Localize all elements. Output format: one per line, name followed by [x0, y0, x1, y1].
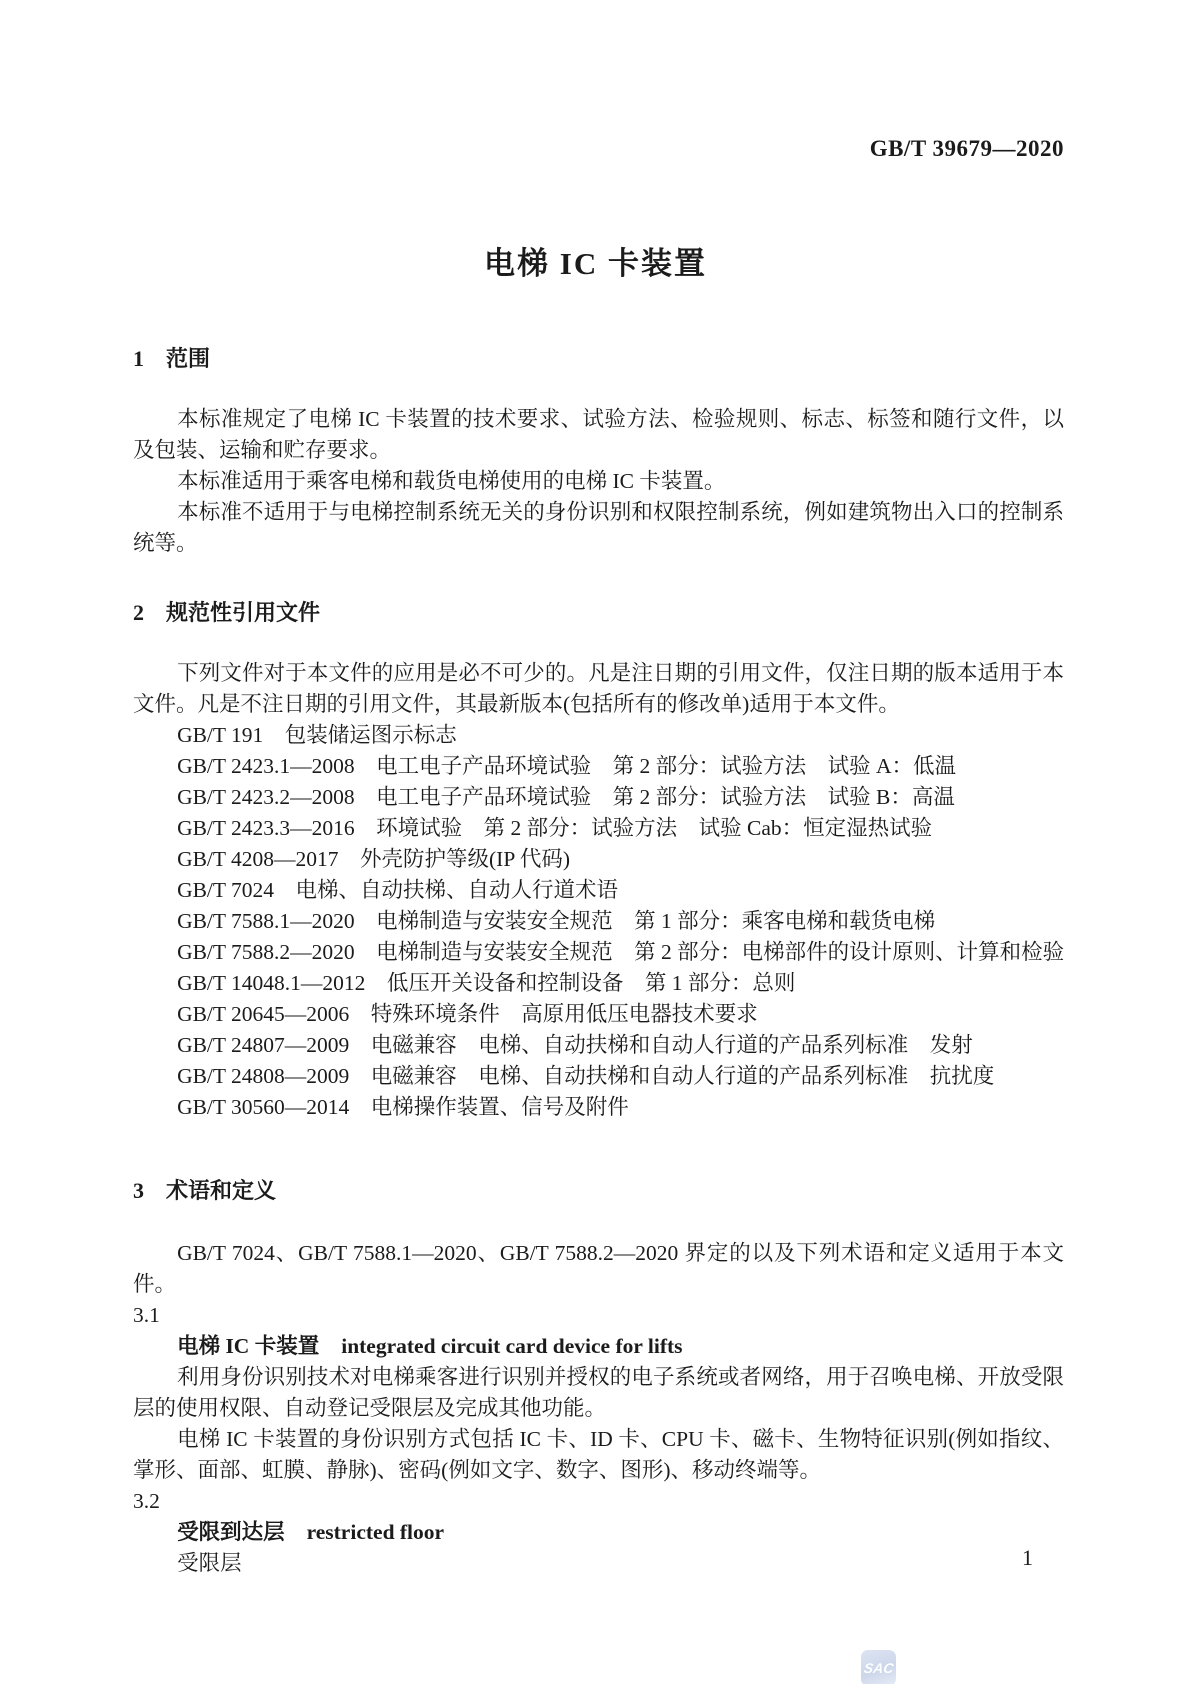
reference-item: GB/T 2423.3—2016 环境试验 第 2 部分：试验方法 试验 Cab：恒定湿热试验	[177, 816, 933, 840]
document-title: 电梯 IC 卡装置	[484, 246, 707, 281]
reference-item: GB/T 30560—2014 电梯操作装置、信号及附件	[177, 1095, 629, 1119]
sac-logo-text: SAC	[862, 1660, 895, 1676]
term-title	[133, 1331, 1064, 1362]
section-number: 1	[133, 346, 144, 371]
term-id: 3.1	[133, 1303, 160, 1327]
paragraph: 本标准适用于乘客电梯和载货电梯使用的电梯 IC 卡装置。	[177, 469, 726, 493]
term-name-en: restricted floor	[306, 1520, 445, 1544]
section-title: 规范性引用文件	[166, 600, 321, 625]
reference-item: GB/T 24808—2009 电磁兼容 电梯、自动扶梯和自动人行道的产品系列标准 抗扰度	[177, 1064, 995, 1088]
section-title: 术语和定义	[166, 1178, 277, 1203]
reference-item: GB/T 7024 电梯、自动扶梯、自动人行道术语	[177, 878, 619, 902]
reference-item: GB/T 20645—2006 特殊环境条件 高原用低压电器技术要求	[177, 1002, 758, 1026]
reference-item: GB/T 191 包装储运图示标志	[177, 723, 457, 747]
term-id: 3.2	[133, 1489, 160, 1513]
section-1-heading	[133, 343, 1064, 374]
section-title: 范围	[166, 346, 211, 371]
section-2-body	[133, 658, 1064, 1123]
section-3-heading	[133, 1175, 1064, 1206]
paragraph: 本标准规定了电梯 IC 卡装置的技术要求、试验方法、检验规则、标志、标签和随行文件，以及包装、运输和贮存要求。	[133, 407, 1064, 462]
standard-code: GB/T 39679—2020	[869, 136, 1064, 161]
reference-item: GB/T 7588.1—2020 电梯制造与安装安全规范 第 1 部分：乘客电梯和载货电梯	[177, 909, 936, 933]
reference-item: GB/T 14048.1—2012 低压开关设备和控制设备 第 1 部分：总则	[177, 971, 796, 995]
reference-item: GB/T 7588.2—2020 电梯制造与安装安全规范 第 2 部分：电梯部件的设计原则、计算和检验	[177, 940, 1065, 964]
reference-item: GB/T 24807—2009 电磁兼容 电梯、自动扶梯和自动人行道的产品系列标准 发射	[177, 1033, 973, 1057]
section-number: 2	[133, 600, 144, 625]
term-alias: 受限层	[177, 1551, 242, 1575]
section-1-body	[133, 404, 1064, 559]
term-name-cn: 电梯 IC 卡装置	[177, 1334, 320, 1358]
sac-logo-watermark	[861, 1650, 896, 1684]
section-3-body	[133, 1238, 1064, 1579]
term-name-en: integrated circuit card device for lifts	[341, 1334, 683, 1358]
term-definition: 电梯 IC 卡装置的身份识别方式包括 IC 卡、ID 卡、CPU 卡、磁卡、生物特征识别(例如指纹、掌形、面部、虹膜、静脉)、密码(例如文字、数字、图形)、移动终端等。	[133, 1427, 1064, 1482]
term-entry-3-2	[133, 1486, 1064, 1579]
paragraph: 下列文件对于本文件的应用是必不可少的。凡是注日期的引用文件，仅注日期的版本适用于本文件。凡是不注日期的引用文件，其最新版本(包括所有的修改单)适用于本文件。	[133, 661, 1064, 716]
paragraph: GB/T 7024、GB/T 7588.1—2020、GB/T 7588.2—2020 界定的以及下列术语和定义适用于本文件。	[133, 1241, 1064, 1296]
term-name-cn: 受限到达层	[177, 1520, 285, 1544]
section-2-heading	[133, 597, 1064, 628]
paragraph: 本标准不适用于与电梯控制系统无关的身份识别和权限控制系统，例如建筑物出入口的控制系统等。	[133, 500, 1064, 555]
reference-item: GB/T 2423.1—2008 电工电子产品环境试验 第 2 部分：试验方法 试验 A：低温	[177, 754, 957, 778]
term-title	[133, 1517, 1064, 1548]
term-definition: 利用身份识别技术对电梯乘客进行识别并授权的电子系统或者网络，用于召唤电梯、开放受限层的使用权限、自动登记受限层及完成其他功能。	[133, 1365, 1064, 1420]
section-number: 3	[133, 1178, 144, 1203]
term-entry-3-1	[133, 1300, 1064, 1486]
page-number: 1	[1022, 1545, 1033, 1570]
reference-item: GB/T 2423.2—2008 电工电子产品环境试验 第 2 部分：试验方法 试验 B：高温	[177, 785, 955, 809]
reference-item: GB/T 4208—2017 外壳防护等级(IP 代码)	[177, 847, 571, 871]
